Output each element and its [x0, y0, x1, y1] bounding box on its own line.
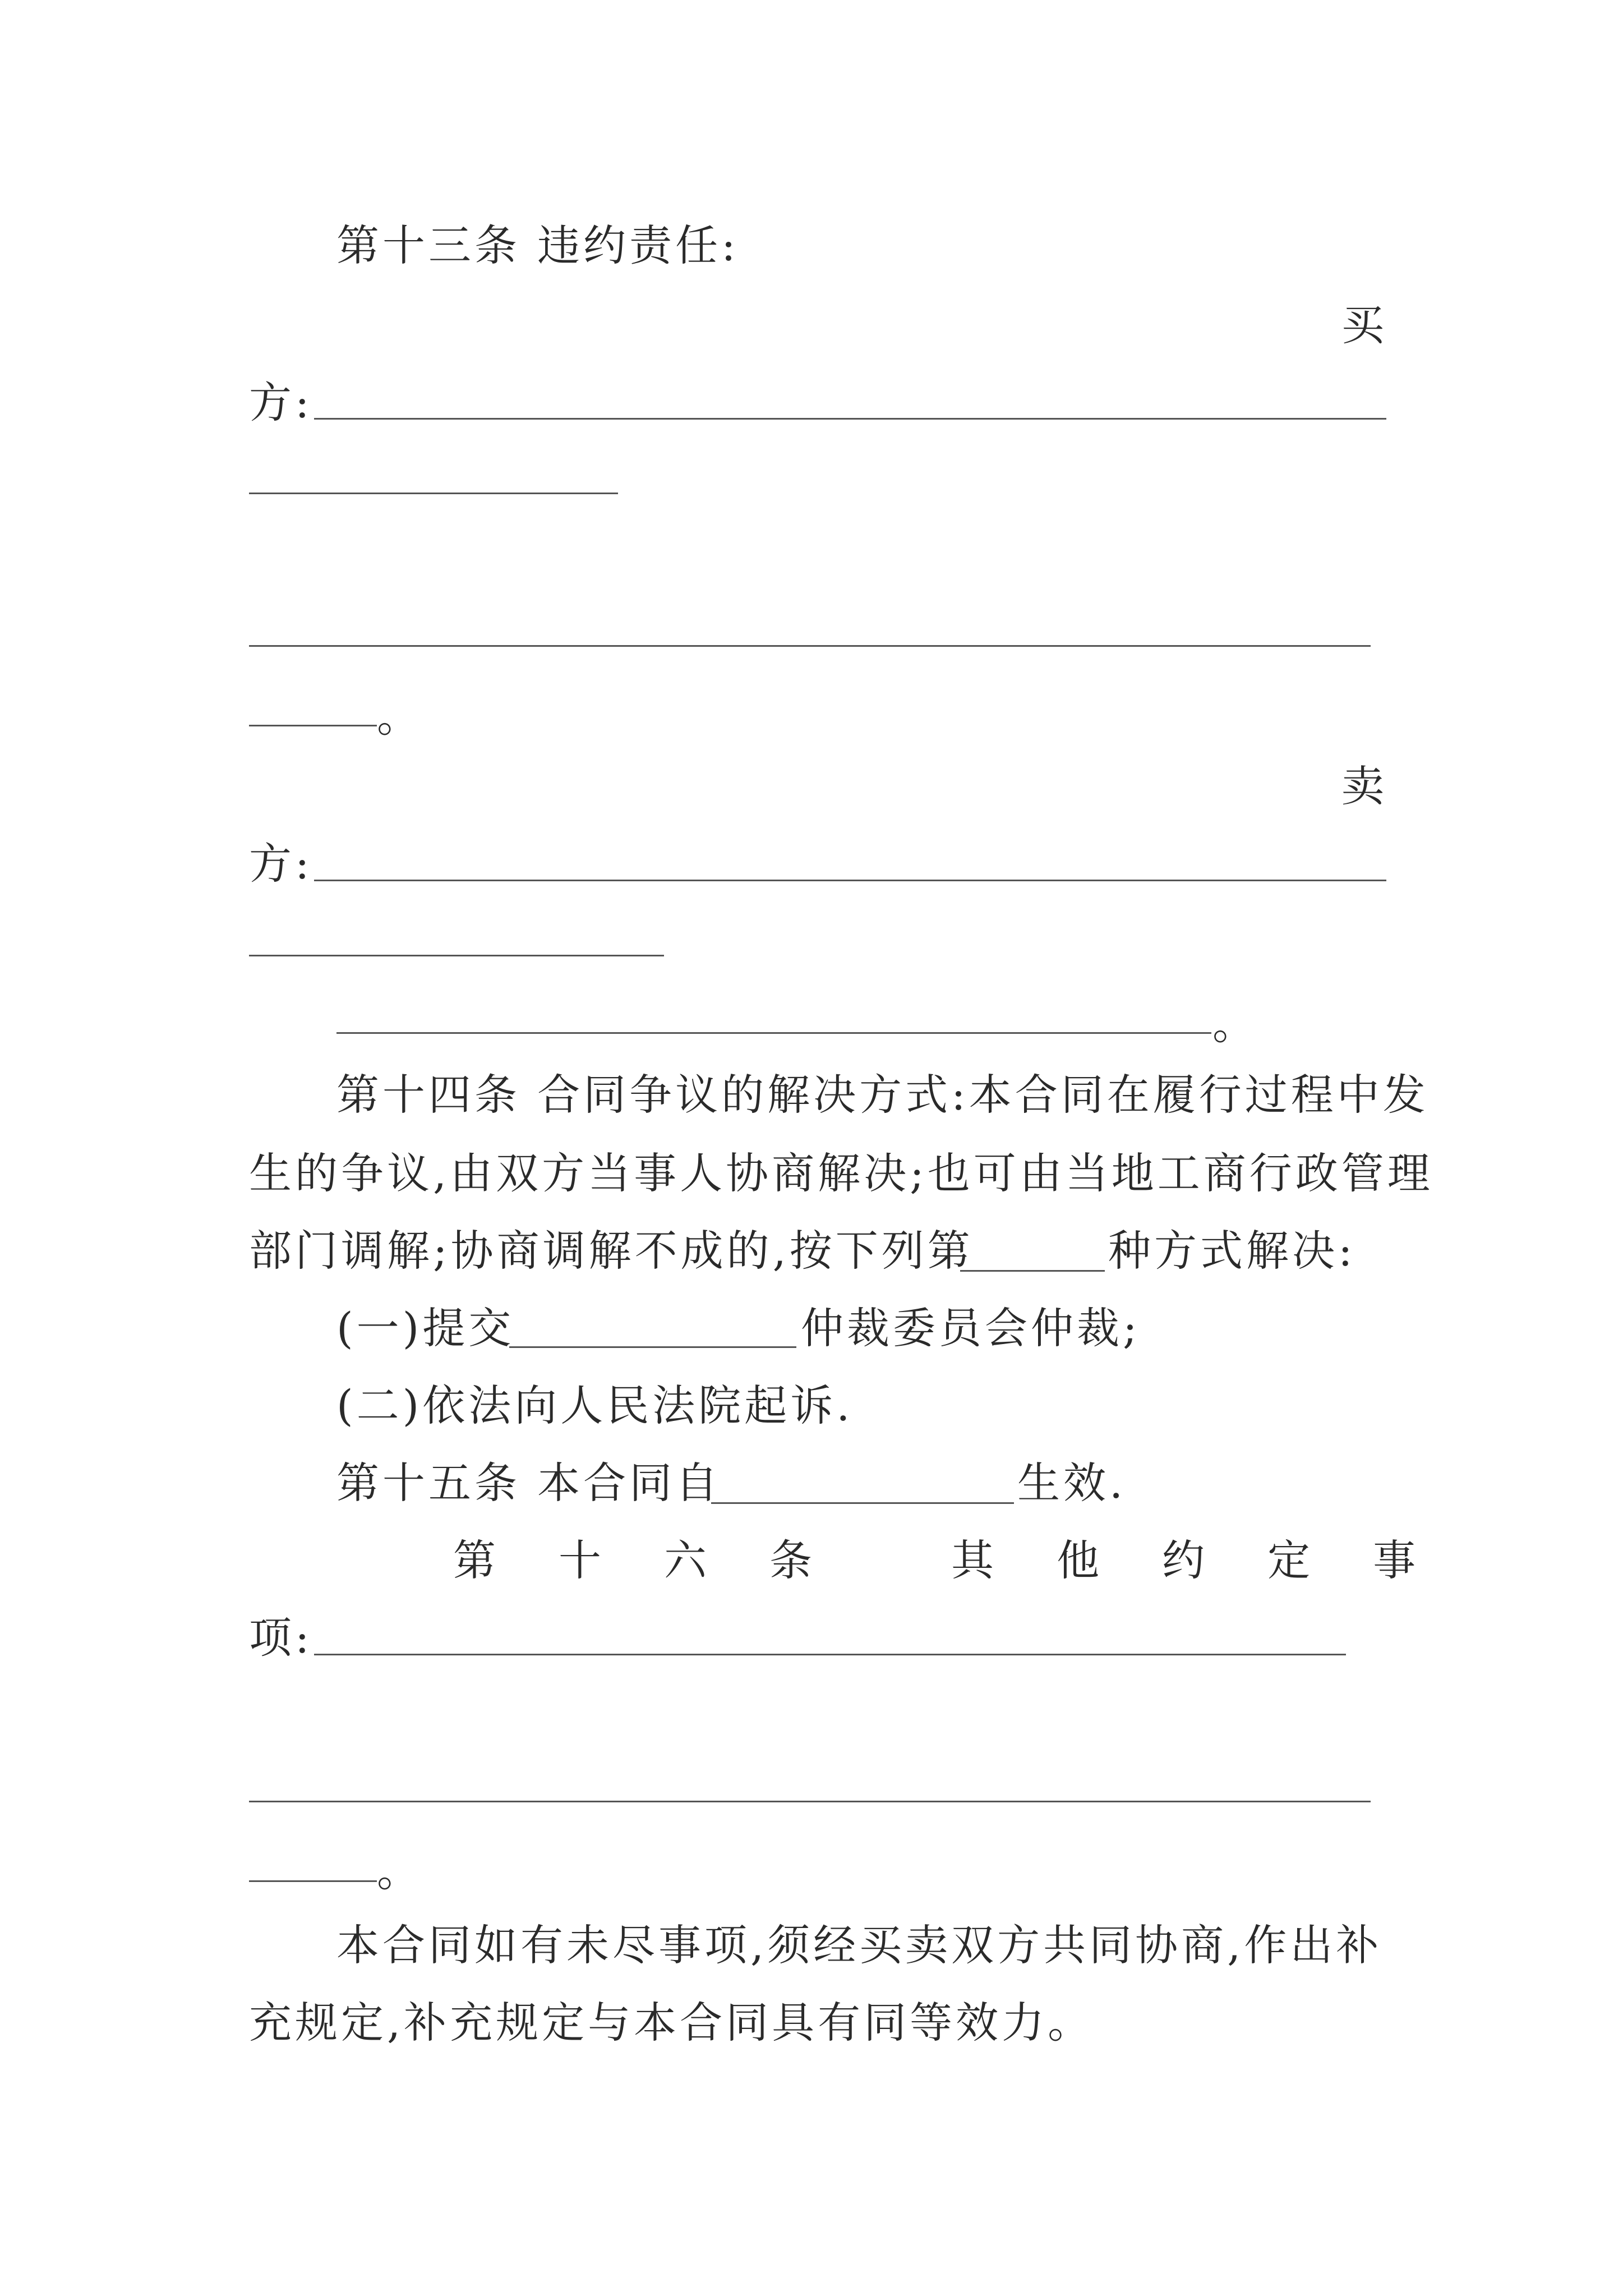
closing-line-2: 充规定,补充规定与本合同具有同等效力。 [249, 1998, 1094, 2047]
seller-blank-line-2[interactable] [249, 955, 664, 956]
article14-line-1: 第十四条 合同争议的解决方式:本合同在履行过程中发 [336, 1070, 1429, 1120]
option-1b: 仲裁委员会仲裁; [801, 1303, 1141, 1353]
closing-line-1: 本合同如有未尽事项,须经买卖双方共同协商,作出补 [336, 1920, 1382, 1970]
seller-blank-line-3[interactable] [336, 1032, 1211, 1034]
seller-blank-line-1[interactable] [314, 880, 1386, 881]
article14-line-3a: 部门调解;协商调解不成的,按下列第 [249, 1226, 974, 1276]
other-matters-blank-line-1[interactable] [314, 1654, 1346, 1655]
seller-label-char2: 方: [249, 839, 313, 889]
buyer-label-char2: 方: [249, 378, 313, 427]
seller-label-char1: 卖 [1341, 761, 1387, 811]
seller-period: 。 [1212, 999, 1258, 1049]
buyer-label-char1: 买 [1341, 300, 1387, 350]
article16-title: 第十六条 其他约定事 [453, 1535, 1479, 1585]
other-matters-blank-line-2[interactable] [249, 1801, 1371, 1802]
option-1a: (一)提交 [336, 1303, 515, 1353]
article14-line-3b: 种方式解决: [1108, 1226, 1356, 1276]
other-matters-period: 。 [377, 1846, 423, 1896]
buyer-blank-line-4[interactable] [249, 725, 377, 726]
method-number-blank[interactable] [960, 1270, 1105, 1272]
article14-line-2: 生的争议,由双方当事人协商解决;也可由当地工商行政管理 [249, 1148, 1433, 1198]
buyer-blank-line-3[interactable] [249, 645, 1371, 647]
buyer-period: 。 [377, 692, 423, 742]
effective-date-blank[interactable] [711, 1502, 1014, 1504]
arbitration-commission-blank[interactable] [509, 1346, 796, 1348]
other-matters-blank-line-3[interactable] [249, 1880, 377, 1882]
article15-b: 生效. [1017, 1458, 1127, 1508]
article15-a: 第十五条 本合同自 [336, 1458, 722, 1508]
article13-title: 第十三条 违约责任: [336, 220, 739, 270]
buyer-blank-line-2[interactable] [249, 493, 618, 494]
option-2: (二)依法向人民法院起诉. [336, 1381, 854, 1430]
buyer-blank-line-1[interactable] [314, 418, 1386, 420]
article16-continuation: 项: [249, 1613, 313, 1663]
